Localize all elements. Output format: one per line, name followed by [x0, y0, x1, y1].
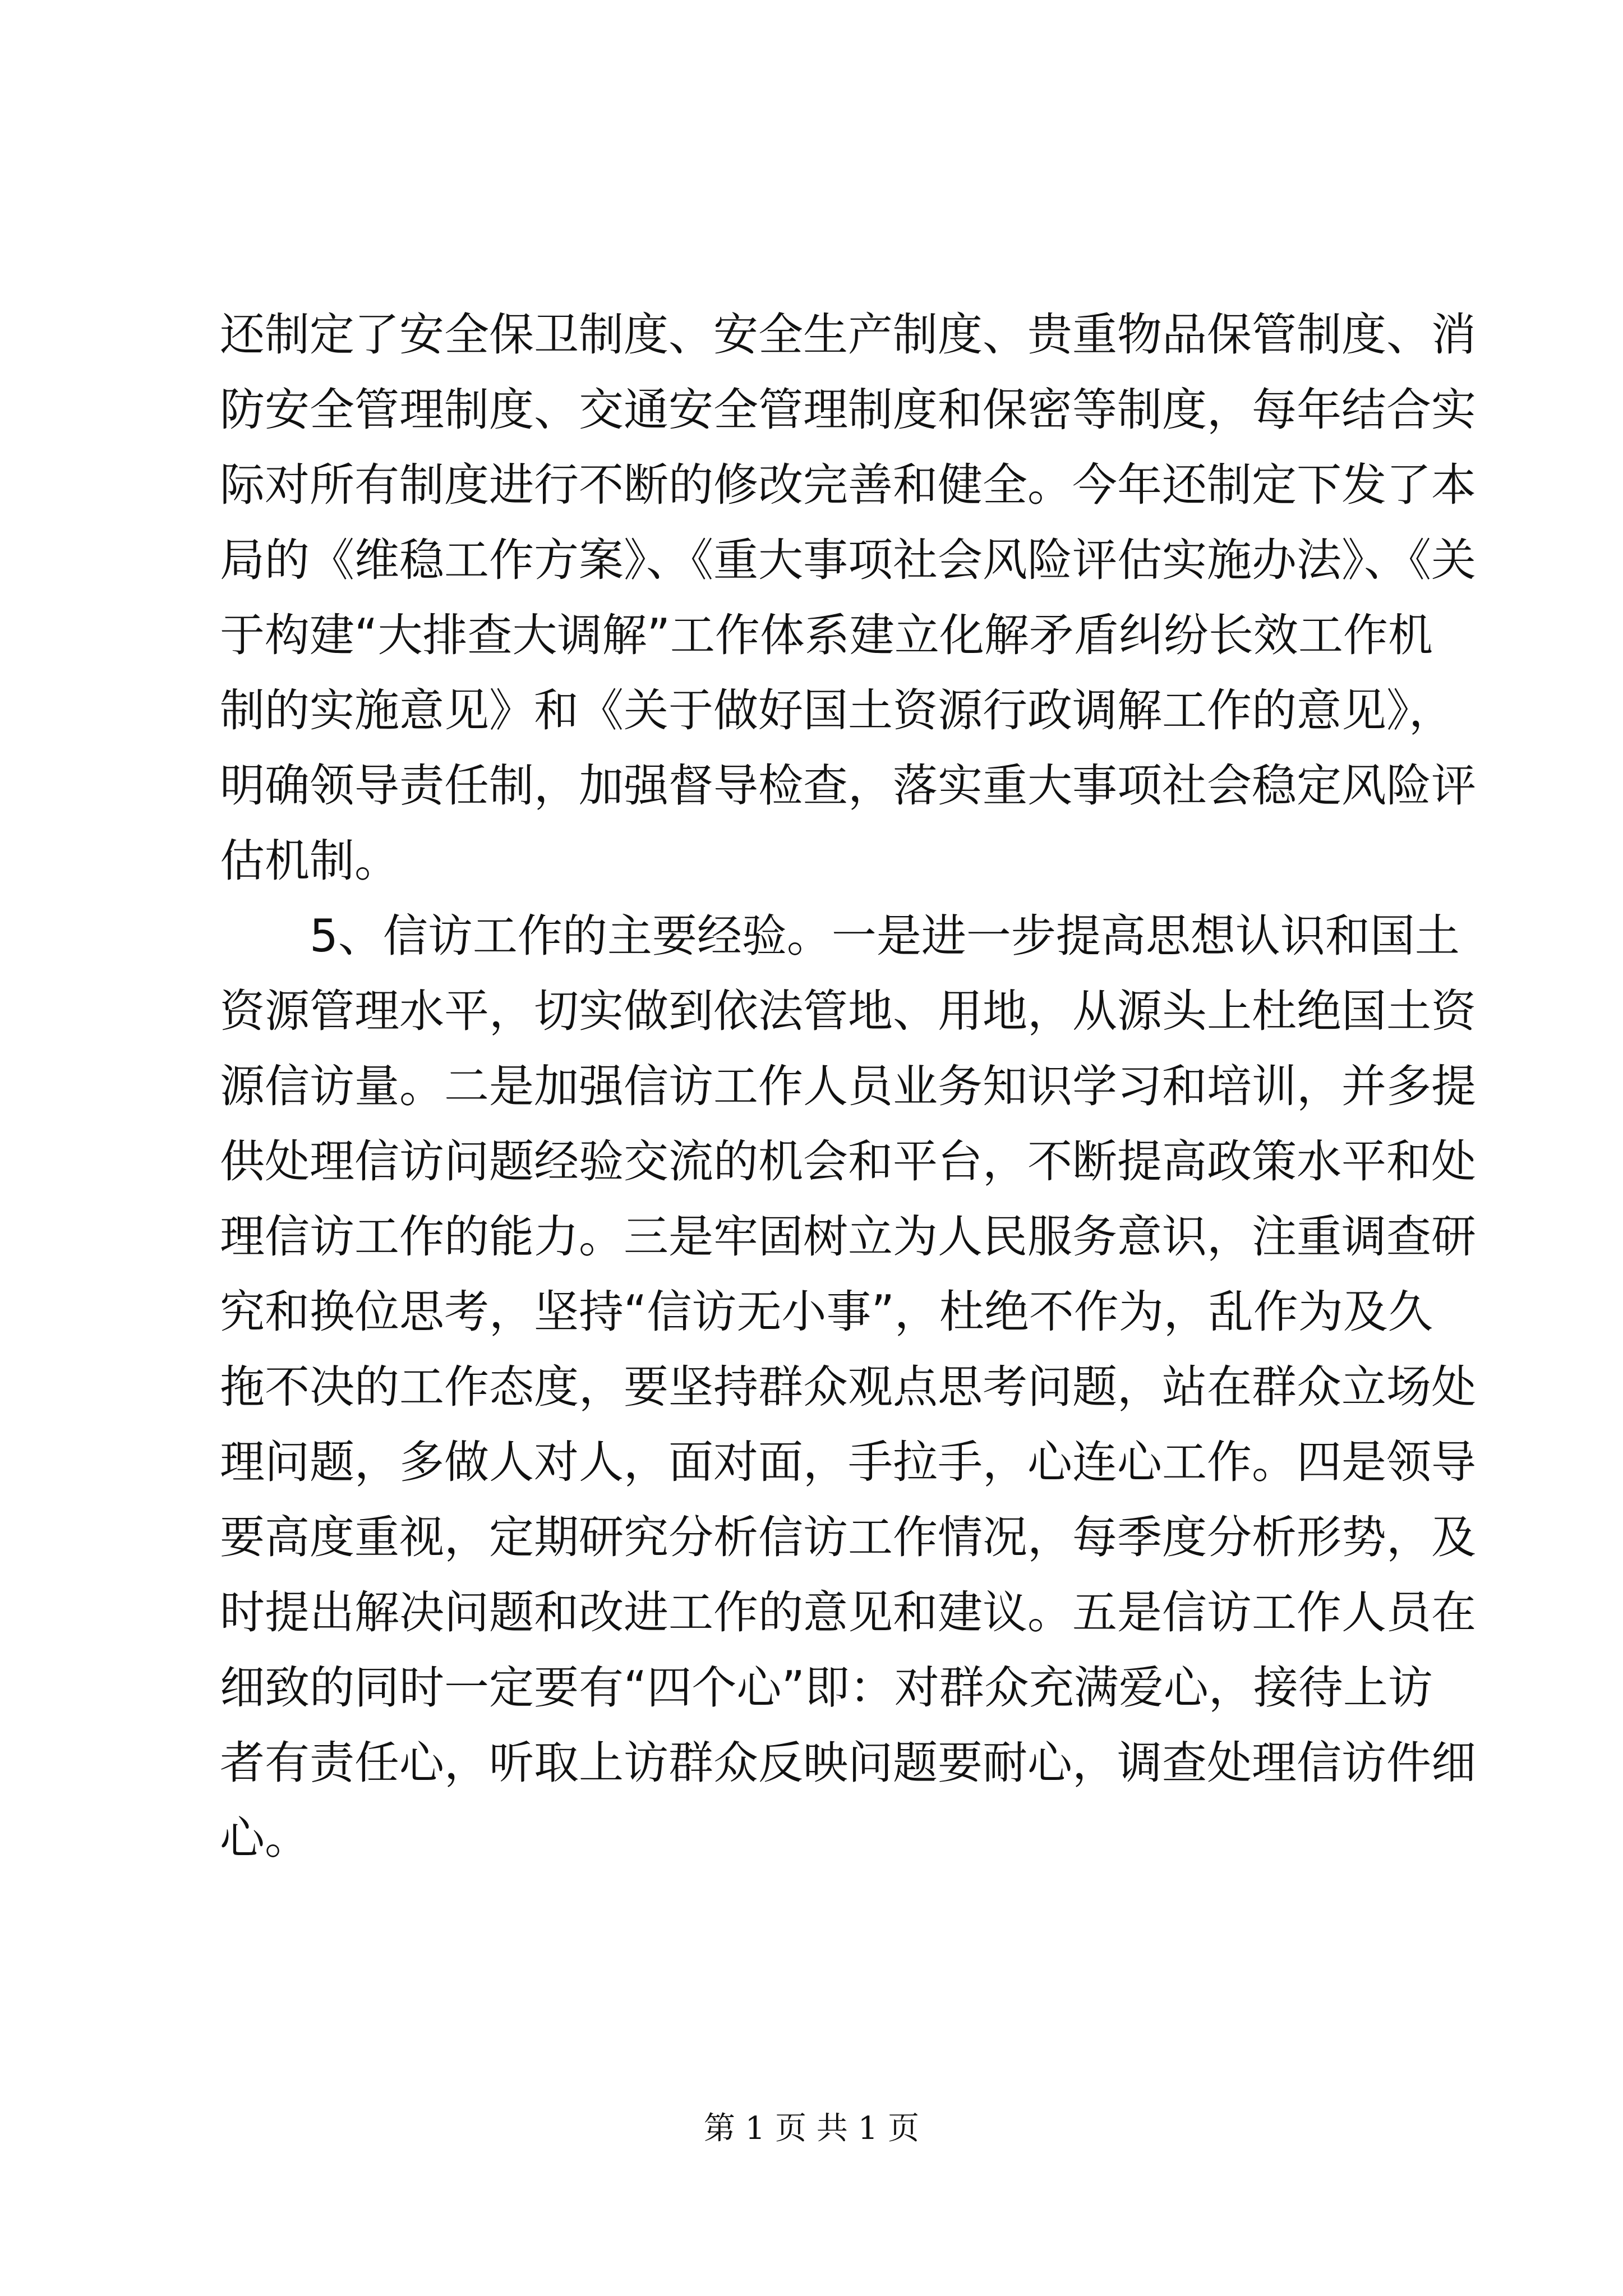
text-line: 资源管理水平，切实做到依法管地、用地，从源头上杜绝国土资 — [220, 985, 1476, 1037]
text-line: 5、信访工作的主要经验。一是进一步提高思想认识和国土 — [220, 910, 1460, 962]
text-line: 制的实施意见》和《关于做好国土资源行政调解工作的意见》， — [220, 684, 1454, 737]
text-line: 供处理信访问题经验交流的机会和平台，不断提高政策水平和处 — [220, 1135, 1476, 1188]
text-line: 明确领导责任制，加强督导检查，落实重大事项社会稳定风险评 — [220, 760, 1476, 812]
text-line: 源信访量。二是加强信访工作人员业务知识学习和培训，并多提 — [220, 1060, 1476, 1112]
text-line: 于构建“大排查大调解”工作体系建立化解矛盾纠纷长效工作机 — [220, 609, 1433, 661]
text-line: 细致的同时一定要有“四个心”即：对群众充满爱心，接待上访 — [220, 1662, 1433, 1714]
text-line: 防安全管理制度、交通安全管理制度和保密等制度，每年结合实 — [220, 384, 1476, 436]
text-line: 还制定了安全保卫制度、安全生产制度、贵重物品保管制度、消 — [220, 309, 1476, 361]
text-line: 拖不决的工作态度，要坚持群众观点思考问题，站在群众立场处 — [220, 1361, 1476, 1413]
text-line: 心。 — [220, 1812, 310, 1864]
text-line: 者有责任心，听取上访群众反映问题要耐心，调查处理信访件细 — [220, 1737, 1476, 1789]
text-line: 要高度重视，定期研究分析信访工作情况，每季度分析形势，及 — [220, 1511, 1476, 1563]
page-footer: 第 1 页 共 1 页 — [703, 2110, 920, 2147]
text-line: 究和换位思考，坚持“信访无小事”，杜绝不作为，乱作为及久 — [220, 1286, 1433, 1338]
text-line: 际对所有制度进行不断的修改完善和健全。今年还制定下发了本 — [220, 459, 1476, 511]
text-line: 时提出解决问题和改进工作的意见和建议。五是信访工作人员在 — [220, 1586, 1476, 1639]
text-line: 局的《维稳工作方案》、《重大事项社会风险评估实施办法》、《关 — [220, 534, 1476, 586]
body-text — [220, 297, 1476, 1876]
text-line: 理信访工作的能力。三是牢固树立为人民服务意识，注重调查研 — [220, 1211, 1476, 1263]
text-line: 估机制。 — [220, 835, 399, 887]
text-line: 理问题，多做人对人，面对面，手拉手，心连心工作。四是领导 — [220, 1436, 1476, 1488]
